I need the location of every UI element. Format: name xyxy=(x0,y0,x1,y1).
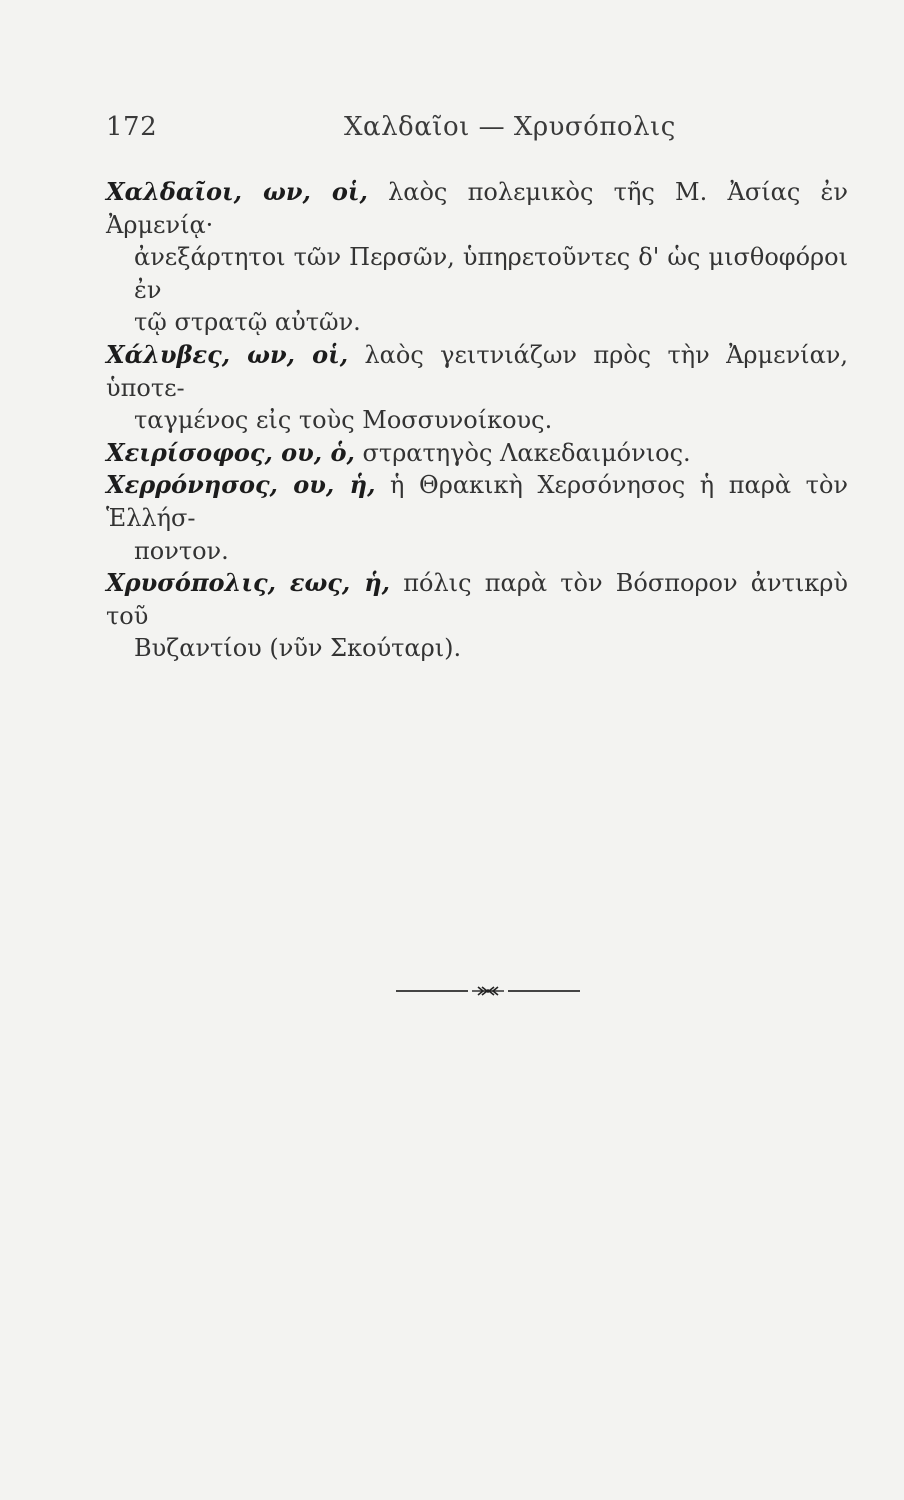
entry-first-line xyxy=(106,469,848,534)
entry-definition: λαὸς πολεμικὸς τῆς Μ. Ἀσίας ἐν Ἀρμενίᾳ· xyxy=(106,178,848,239)
entry-first-line xyxy=(106,437,848,470)
entry-lemma: Χερρόνησος, ου, ἡ, xyxy=(106,470,376,500)
entry-continuation: τῷ στρατῷ αὐτῶν. xyxy=(134,308,361,337)
entry-lemma: Χάλυβες, ων, οἱ, xyxy=(106,339,349,369)
glossary-entry xyxy=(106,567,848,665)
fleuron-icon xyxy=(472,983,504,999)
page-header xyxy=(106,112,846,152)
entry-definition: λαὸς γειτνιάζων πρὸς τὴν Ἀρμενίαν, ὑποτε- xyxy=(106,340,848,402)
glossary-entry xyxy=(106,176,848,339)
entry-first-line xyxy=(106,339,848,404)
page-number: 172 xyxy=(106,112,158,142)
entry-lemma: Χρυσόπολις, εως, ἡ, xyxy=(106,568,391,598)
entry-continuation: ἀνεξάρτητοι τῶν Περσῶν, ὑπηρετοῦντες δ' ὡς μισθοφόροι ἐν xyxy=(134,243,848,304)
entry-lemma: Χειρίσοφος, ου, ὁ, xyxy=(106,437,355,467)
glossary-entry xyxy=(106,469,848,567)
entry-continuation: Βυζαντίου (νῦν Σκούταρι). xyxy=(134,634,462,663)
ornament-rule-right xyxy=(508,990,580,992)
entry-definition: στρατηγὸς Λακεδαιμόνιος. xyxy=(362,438,691,467)
section-end-ornament xyxy=(396,983,580,999)
glossary-entry xyxy=(106,339,848,437)
entry-definition: ἡ Θρακικὴ Χερσόνησος ἡ παρὰ τὸν Ἑλλήσ- xyxy=(106,471,848,532)
ornament-rule-left xyxy=(396,990,468,992)
entry-lemma: Χαλδαῖοι, ων, οἱ, xyxy=(106,177,368,206)
entry-definition: πόλις παρὰ τὸν Βόσπορον ἀντικρὺ τοῦ xyxy=(106,569,848,630)
entry-continuation: ποντον. xyxy=(134,536,229,565)
glossary-entries xyxy=(106,176,848,665)
entry-first-line xyxy=(106,567,848,632)
running-head: Χαλδαῖοι — Χρυσόπολις xyxy=(344,112,676,142)
entry-first-line xyxy=(106,176,848,241)
glossary-entry xyxy=(106,437,848,470)
entry-continuation: ταγμένος εἰς τοὺς Μοσσυνοίκους. xyxy=(134,406,553,435)
